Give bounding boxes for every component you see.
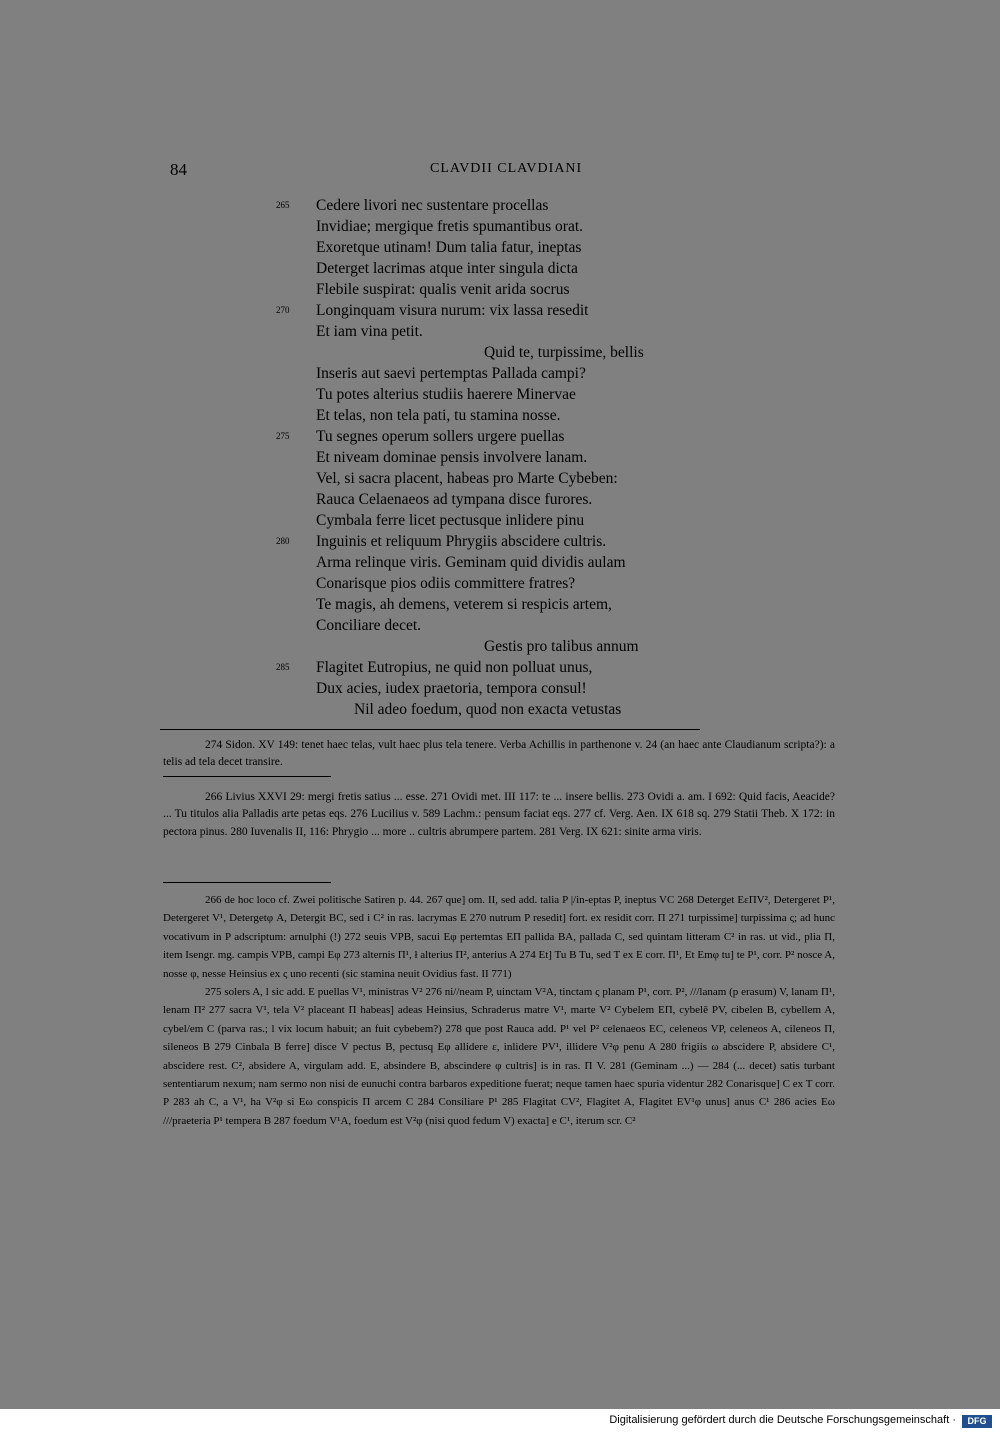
verse-line <box>316 678 736 699</box>
running-head: CLAVDII CLAVDIANI <box>430 161 583 176</box>
verse-line <box>276 300 736 321</box>
verse-text-line: Tu segnes operum sollers urgere puellas <box>316 428 565 445</box>
notes-divider-2 <box>163 882 331 883</box>
verse-text-line: Et telas, non tela pati, tu stamina nosse. <box>316 407 561 424</box>
verse-line <box>316 699 736 720</box>
verse-text-line: Dux acies, iudex praetoria, tempora consul! <box>316 680 587 697</box>
verse-line <box>316 594 736 615</box>
note-paragraph: 266 Livius XXVI 29: mergi fretis satius ... esse. 271 Ovidi met. III 117: te ... insere bellis. 273 Ovidi a. am. I 692: Quid facis, Aeacide? ... Tu titulos alia Palladis arte petas eqs. 276 Lucilius v. 589 Lachm.: pensum faciat eqs. 277 cf. Verg. Aen. IX 618 sq. 279 Statii Theb. X 172: in pectora pinus. 280 Iuvenalis II, 116: Phrygio ... more .. cultris abrumpere partem. 281 Verg. IX 621: sinite arma viris. <box>163 791 835 838</box>
line-number: 280 <box>276 536 290 546</box>
verse-text-line: Gestis pro talibus annum <box>484 638 639 655</box>
verse-line <box>316 342 736 363</box>
verse-text-line: Te magis, ah demens, veterem si respicis artem, <box>316 596 612 613</box>
verse-text-line: Longinquam visura nurum: vix lassa resedit <box>316 302 589 319</box>
testimonia-notes <box>163 737 835 772</box>
footer-bar <box>0 1409 1000 1434</box>
verse-text-line: Inguinis et reliquum Phrygiis abscidere cultris. <box>316 533 607 550</box>
verse-line <box>316 321 736 342</box>
verse-text-line: Cymbala ferre licet pectusque inlidere pinu <box>316 512 585 529</box>
verse-line <box>316 489 736 510</box>
verse-line <box>316 237 736 258</box>
dfg-logo: DFG <box>962 1415 992 1428</box>
verse-line <box>316 216 736 237</box>
verse-text-line: Nil adeo foedum, quod non exacta vetustas <box>354 701 622 718</box>
parallel-notes <box>163 789 835 841</box>
verse-line <box>316 468 736 489</box>
verse-text-line: Arma relinque viris. Geminam quid dividis aulam <box>316 554 626 571</box>
verse-line <box>276 657 736 678</box>
verse-line <box>316 363 736 384</box>
verse-line <box>316 447 736 468</box>
verse-line <box>316 279 736 300</box>
verse-line <box>316 384 736 405</box>
verse-line <box>276 195 736 216</box>
verse-line <box>316 258 736 279</box>
verse-text-line: Et niveam dominae pensis involvere lanam. <box>316 449 588 466</box>
note-paragraph: 266 de hoc loco cf. Zwei politische Satiren p. 44. 267 que] om. II, sed add. talia P |/in-eptas P, ineptus VC 268 Deterget EεΠV², Detergeret P¹, Detergeret V¹, Detergetφ A, Detergit BC, sed i C² in ras. lacrymas E 270 nutrum P resedit] fort. ex residit corr. Π 271 turpissime] turpissima ς; ad hunc vocativum in P adscriptum: arnulphi (!) 272 seuis VPB, sacui Eφ pertemtas EΠ pallida BA, pallada C, sed quintam litteram C² in ras. ut vid., plia Π, item Isengr. mg. campis VPB, campi Eφ 273 alternis Π¹, ł alterius Π², anterius A 274 Et] Tu B Tu, sed T ex E corr. Π¹, Et Emφ tu] te P¹, corr. P² nosce A, nosse φ, nesse Heinsius ex ς uno recenti (sic stamina neuit Ovidius fast. II 771) <box>163 894 835 980</box>
verse-text-line: Cedere livori nec sustentare procellas <box>316 197 549 214</box>
verse-text <box>276 195 736 720</box>
verse-line <box>316 552 736 573</box>
verse-line <box>316 405 736 426</box>
verse-line <box>316 615 736 636</box>
verse-text-line: Tu potes alterius studiis haerere Minervae <box>316 386 576 403</box>
verse-text-line: Conciliare decet. <box>316 617 422 634</box>
line-number: 285 <box>276 662 290 672</box>
line-number: 265 <box>276 200 290 210</box>
verse-line <box>316 510 736 531</box>
verse-text-line: Rauca Celaenaeos ad tympana disce furores. <box>316 491 593 508</box>
verse-text-line: Et iam vina petit. <box>316 323 423 340</box>
verse-text-line: Deterget lacrimas atque inter singula dicta <box>316 260 578 277</box>
verse-line <box>276 426 736 447</box>
verse-text-line: Vel, si sacra placent, habeas pro Marte Cybeben: <box>316 470 618 487</box>
verse-line <box>316 573 736 594</box>
verse-text-line: Conarisque pios odiis committere fratres? <box>316 575 576 592</box>
page-number: 84 <box>170 160 187 179</box>
verse-text-line: Inseris aut saevi pertemptas Pallada campi? <box>316 365 586 382</box>
line-number: 270 <box>276 305 290 315</box>
footer-credit: Digitalisierung gefördert durch die Deutsche Forschungsgemeinschaft · <box>609 1414 956 1426</box>
notes-divider-1 <box>163 776 331 777</box>
verse-text-line: Flagitet Eutropius, ne quid non polluat unus, <box>316 659 593 676</box>
note-paragraph: 274 Sidon. XV 149: tenet haec telas, vult haec plus tela tenere. Verba Achillis in parthenone v. 24 (an haec ante Claudianum scripta?): a telis ad tela decet transire. <box>163 739 835 769</box>
critical-apparatus <box>163 891 835 1130</box>
verse-divider <box>160 729 700 730</box>
line-number: 275 <box>276 431 290 441</box>
verse-text-line: Flebile suspirat: qualis venit arida socrus <box>316 281 570 298</box>
verse-line <box>276 531 736 552</box>
note-paragraph: 275 solers A, l sic add. E puellas V¹, ministras V² 276 ni//neam P, uinctam V²A, tinctam ς planam P¹, corr. P², ///lanam (p erasum) V, lanam Π¹, lenam Π² 277 sacra V¹, tela V² placeant Π habeas] adeas Heinsius, Schraderus matre V¹, marte V² Cybelem EΠ, cybelē PV, cibelen B, cybellem A, cybel/em C (parva ras.; l vix locum habuit; an fuit cybebem?) 278 que post Rauca add. P¹ vel P² celenaeos EC, celeneos VP, celeneos A, cileneos Π, sileneos B 279 Cinbala B ferre] disce V pectus B, pectusq Eφ allidere ε, inlidere PV¹, illidere V²φ penu A 280 frigiis ω abscidere P, absidere C¹, abscidere rest. C², absidere A, virgulam add. E, absindere B, abscindere φ cultris] is in ras. Π V. 281 (Geminam ...) — 284 (... decet) satis turbant sententiarum nexum; nam sermo non nisi de eunuchi contra barbaros expeditione fuerat; neque tamen haec spuria videntur 282 Conarisque] C ex T corr. P 283 ah C, a V¹, ha V²φ si Eω conspicis Π arcem C 284 Consiliare P¹ 285 Flagitat CV², Flagitet A, Flagitet EV¹φ unus] anus C¹ 286 acies Eω ///praeteria P¹ tempera B 287 foedum V¹A, foedum est V²φ (nisi quod fedum V) exacta] e C¹, iterum scr. C² <box>163 986 835 1127</box>
verse-text-line: Invidiae; mergique fretis spumantibus orat. <box>316 218 584 235</box>
verse-line <box>316 636 736 657</box>
verse-text-line: Quid te, turpissime, bellis <box>484 344 644 361</box>
verse-text-line: Exoretque utinam! Dum talia fatur, ineptas <box>316 239 582 256</box>
